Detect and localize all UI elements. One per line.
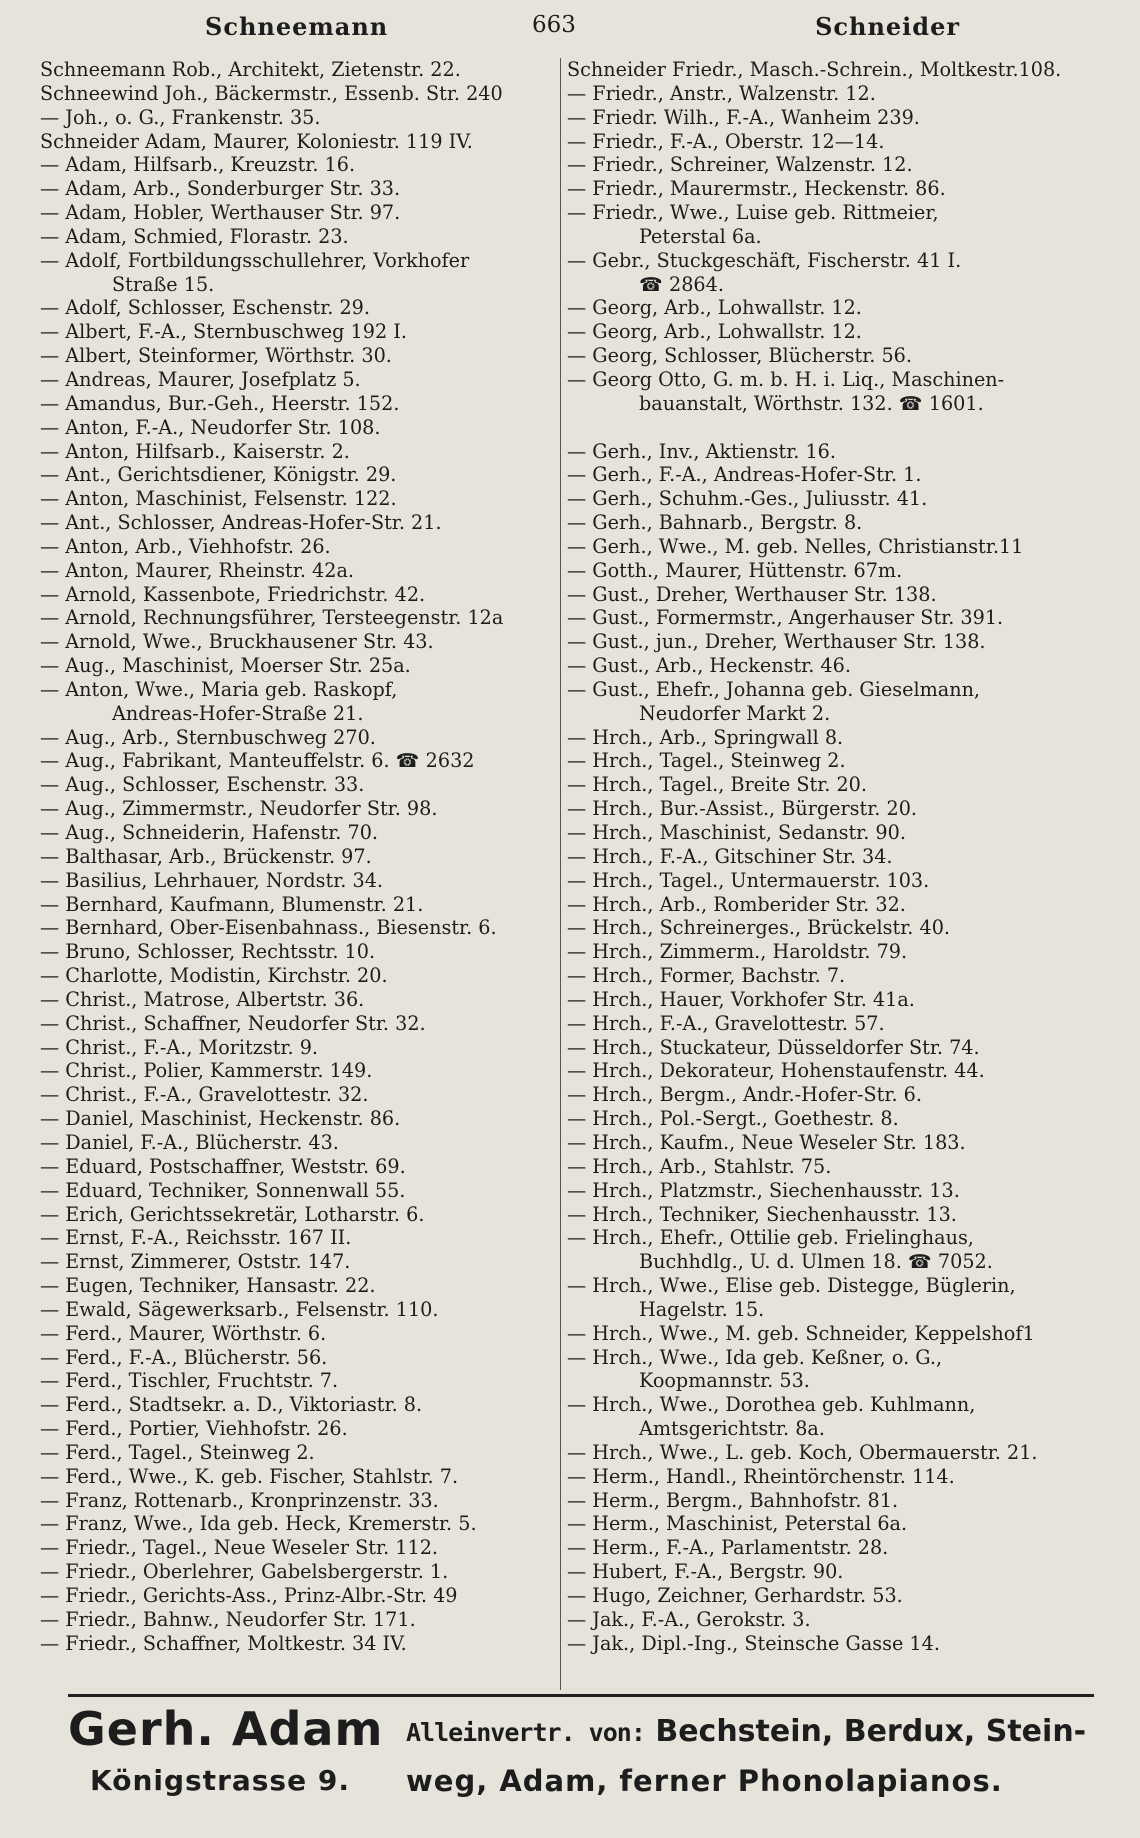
directory-entry: — Adolf, Schlosser, Eschenstr. 29.	[40, 296, 370, 320]
directory-entry: Schneemann Rob., Architekt, Zietenstr. 22.	[40, 58, 461, 81]
directory-entry: — Aug., Fabrikant, Manteuffelstr. 6. ☎ 2632	[40, 749, 475, 773]
directory-entry: — Friedr. Wilh., F.-A., Wanheim 239.	[567, 105, 920, 129]
directory-entry: — Hrch., Kaufm., Neue Weseler Str. 183.	[567, 1130, 966, 1154]
directory-entry: — Hrch., Tagel., Untermauerstr. 103.	[567, 868, 930, 892]
directory-entry: — Gust., jun., Dreher, Werthauser Str. 138.	[567, 630, 986, 654]
directory-entry: — Franz, Wwe., Ida geb. Heck, Kremerstr. 5.	[40, 1512, 477, 1536]
directory-entry: Neudorfer Markt 2.	[639, 701, 831, 725]
directory-entry: — Friedr., Bahnw., Neudorfer Str. 171.	[40, 1607, 416, 1631]
directory-entry: Hagelstr. 15.	[639, 1297, 765, 1321]
directory-entry: — Hrch., Former, Bachstr. 7.	[567, 964, 846, 988]
directory-entry: — Eduard, Techniker, Sonnenwall 55.	[40, 1178, 406, 1202]
directory-entry: — Erich, Gerichtssekretär, Lotharstr. 6.	[40, 1202, 425, 1226]
directory-entry: Schneewind Joh., Bäckermstr., Essenb. Str. 240	[40, 81, 503, 105]
directory-entry: — Hrch., Bur.-Assist., Bürgerstr. 20.	[567, 797, 918, 821]
directory-entry: — Adam, Arb., Sonderburger Str. 33.	[40, 177, 401, 201]
directory-entry: — Adam, Hilfsarb., Kreuzstr. 16.	[40, 153, 356, 177]
directory-entry: — Friedr., Wwe., Luise geb. Rittmeier,	[567, 201, 939, 225]
directory-entry: — Arnold, Wwe., Bruckhausener Str. 43.	[40, 630, 434, 654]
directory-entry: — Hrch., Tagel., Steinweg 2.	[567, 749, 846, 773]
directory-entry: Peterstal 6a.	[639, 224, 762, 248]
directory-entry: — Albert, Steinformer, Wörthstr. 30.	[40, 344, 392, 368]
directory-entry: — Bernhard, Kaufmann, Blumenstr. 21.	[40, 892, 424, 916]
directory-entry: — Christ., Matrose, Albertstr. 36.	[40, 987, 365, 1011]
directory-entry: — Friedr., F.-A., Oberstr. 12—14.	[567, 129, 885, 153]
directory-entry: — Hrch., Arb., Springwall 8.	[567, 725, 844, 749]
directory-entry: Amtsgerichtstr. 8a.	[639, 1417, 825, 1441]
directory-entry: — Hrch., Wwe., Dorothea geb. Kuhlmann,	[567, 1393, 976, 1417]
directory-entry: — Anton, Wwe., Maria geb. Raskopf,	[40, 677, 398, 701]
directory-entry: — Anton, Maschinist, Felsenstr. 122.	[40, 487, 397, 511]
directory-entry: Koopmannstr. 53.	[639, 1369, 810, 1393]
directory-entry: — Gerh., F.-A., Andreas-Hofer-Str. 1.	[567, 463, 922, 487]
running-head-right: Schneider	[815, 12, 960, 41]
directory-entry: — Ant., Gerichtsdiener, Königstr. 29.	[40, 463, 397, 487]
directory-entry: — Herm., Handl., Rheintörchenstr. 114.	[567, 1464, 955, 1488]
directory-entry: — Daniel, Maschinist, Heckenstr. 86.	[40, 1107, 401, 1131]
directory-entry: — Hubert, F.-A., Bergstr. 90.	[567, 1560, 844, 1584]
directory-entry: — Amandus, Bur.-Geh., Heerstr. 152.	[40, 391, 400, 415]
directory-entry: — Hrch., Techniker, Siechenhausstr. 13.	[567, 1202, 957, 1226]
directory-entry: — Herm., F.-A., Parlamentstr. 28.	[567, 1536, 889, 1560]
right-column	[560, 58, 1127, 1690]
directory-entry: — Hrch., F.-A., Gravelottestr. 57.	[567, 1011, 885, 1035]
directory-entry: — Hrch., Maschinist, Sedanstr. 90.	[567, 821, 906, 844]
directory-entry: — Eugen, Techniker, Hansastr. 22.	[40, 1274, 376, 1298]
directory-entry: — Basilius, Lehrhauer, Nordstr. 34.	[40, 868, 384, 892]
directory-entry: — Friedr., Anstr., Walzenstr. 12.	[567, 81, 876, 105]
directory-entry: — Herm., Bergm., Bahnhofstr. 81.	[567, 1488, 899, 1512]
running-head-left: Schneemann	[205, 12, 389, 41]
directory-entry: — Friedr., Tagel., Neue Weseler Str. 112.	[40, 1536, 438, 1560]
directory-entry: bauanstalt, Wörthstr. 132. ☎ 1601.	[639, 391, 984, 415]
directory-entry: — Friedr., Maurermstr., Heckenstr. 86.	[567, 177, 946, 201]
directory-entry: — Bernhard, Ober-Eisenbahnass., Biesenstr. 6.	[40, 916, 497, 940]
ad-line1	[406, 1714, 1086, 1749]
directory-entry: — Hrch., Tagel., Breite Str. 20.	[567, 773, 867, 797]
directory-entry: — Bruno, Schlosser, Rechtsstr. 10.	[40, 940, 376, 964]
directory-entry: — Friedr., Gerichts-Ass., Prinz-Albr.-Str. 49	[40, 1584, 458, 1607]
directory-entry: — Aug., Arb., Sternbuschweg 270.	[40, 725, 376, 749]
directory-entry: — Hrch., Arb., Romberider Str. 32.	[567, 892, 906, 916]
directory-entry: Andreas-Hofer-Straße 21.	[112, 701, 364, 725]
directory-entry: — Hrch., Arb., Stahlstr. 75.	[567, 1154, 832, 1178]
directory-entry: — Ant., Schlosser, Andreas-Hofer-Str. 21.	[40, 511, 442, 535]
directory-entry: — Georg, Arb., Lohwallstr. 12.	[567, 296, 862, 320]
directory-entry: — Hrch., Bergm., Andr.-Hofer-Str. 6.	[567, 1083, 922, 1107]
directory-entry: — Gerh., Inv., Aktienstr. 16.	[567, 439, 836, 463]
directory-entry: — Hrch., Wwe., L. geb. Koch, Obermauerstr. 21.	[567, 1440, 1038, 1464]
directory-entry: — Ferd., Wwe., K. geb. Fischer, Stahlstr. 7.	[40, 1464, 459, 1488]
directory-entry: — Hrch., Ehefr., Ottilie geb. Frielinghaus,	[567, 1226, 974, 1250]
directory-entry: — Gerh., Wwe., M. geb. Nelles, Christianstr.11	[567, 534, 1024, 558]
directory-entry	[567, 416, 1127, 440]
directory-entry: — Gust., Arb., Heckenstr. 46.	[567, 654, 851, 678]
directory-entry: — Gust., Formermstr., Angerhauser Str. 391.	[567, 606, 1004, 630]
directory-entry: — Georg, Schlosser, Blücherstr. 56.	[567, 344, 912, 368]
directory-entry: — Gebr., Stuckgeschäft, Fischerstr. 41 I.	[567, 248, 962, 272]
directory-entry: — Gerh., Bahnarb., Bergstr. 8.	[567, 511, 863, 535]
directory-entry: — Georg, Arb., Lohwallstr. 12.	[567, 320, 862, 344]
directory-entry: — Arnold, Rechnungsführer, Tersteegenstr. 12a	[40, 606, 504, 630]
directory-entry: — Balthasar, Arb., Brückenstr. 97.	[40, 844, 372, 868]
directory-entry: — Friedr., Schaffner, Moltkestr. 34 IV.	[40, 1631, 407, 1655]
directory-entry: — Herm., Maschinist, Peterstal 6a.	[567, 1512, 908, 1536]
directory-entry: — Eduard, Postschaffner, Weststr. 69.	[40, 1154, 406, 1178]
directory-entry: — Christ., Schaffner, Neudorfer Str. 32.	[40, 1011, 426, 1035]
directory-entry: — Aug., Maschinist, Moerser Str. 25a.	[40, 654, 411, 678]
directory-entry: — Aug., Schlosser, Eschenstr. 33.	[40, 773, 365, 797]
directory-entry: — Anton, Arb., Viehhofstr. 26.	[40, 534, 331, 558]
ad-line1-prefix: Alleinvertr. von:	[406, 1718, 645, 1747]
page-number: 663	[532, 12, 576, 38]
directory-entry: — Georg Otto, G. m. b. H. i. Liq., Maschinen-	[567, 367, 1005, 391]
directory-entry: Schneider Friedr., Masch.-Schrein., Moltkestr.108.	[567, 58, 1062, 81]
directory-entry: — Hrch., Platzmstr., Siechenhausstr. 13.	[567, 1178, 960, 1202]
directory-entry: — Ferd., Portier, Viehhofstr. 26.	[40, 1417, 348, 1441]
directory-entry: — Charlotte, Modistin, Kirchstr. 20.	[40, 964, 388, 988]
directory-entry: — Gotth., Maurer, Hüttenstr. 67m.	[567, 558, 903, 582]
directory-entry: — Anton, Hilfsarb., Kaiserstr. 2.	[40, 439, 350, 463]
directory-entry: — Adam, Hobler, Werthauser Str. 97.	[40, 201, 401, 225]
directory-entry: — Ferd., F.-A., Blücherstr. 56.	[40, 1345, 328, 1369]
directory-entry: — Christ., F.-A., Moritzstr. 9.	[40, 1035, 318, 1059]
directory-entry: — Adam, Schmied, Florastr. 23.	[40, 224, 349, 248]
directory-entry: — Gerh., Schuhm.-Ges., Juliusstr. 41.	[567, 487, 928, 511]
directory-entry: — Andreas, Maurer, Josefplatz 5.	[40, 367, 361, 391]
left-column	[40, 58, 550, 1656]
directory-entry: — Arnold, Kassenbote, Friedrichstr. 42.	[40, 582, 426, 606]
directory-entry: — Adolf, Fortbildungsschullehrer, Vorkhofer	[40, 248, 470, 272]
directory-entry: — Jak., F.-A., Gerokstr. 3.	[567, 1607, 811, 1631]
directory-entry: — Friedr., Oberlehrer, Gabelsbergerstr. 1.	[40, 1560, 449, 1584]
directory-entry: ☎ 2864.	[639, 272, 724, 296]
directory-entry: — Hrch., Schreinerges., Brückelstr. 40.	[567, 916, 950, 940]
directory-entry: — Hrch., Pol.-Sergt., Goethestr. 8.	[567, 1107, 899, 1131]
ad-divider	[68, 1694, 1094, 1697]
directory-entry: — Aug., Schneiderin, Hafenstr. 70.	[40, 821, 379, 844]
directory-entry: — Hrch., Wwe., M. geb. Schneider, Keppelshof1	[567, 1321, 1035, 1345]
directory-entry: — Joh., o. G., Frankenstr. 35.	[40, 105, 321, 129]
directory-entry: — Ferd., Stadtsekr. a. D., Viktoriastr. 8.	[40, 1393, 423, 1417]
directory-entry: — Gust., Ehefr., Johanna geb. Gieselmann,	[567, 677, 981, 701]
advertisement	[68, 1700, 1098, 1820]
directory-entry: — Hrch., Dekorateur, Hohenstaufenstr. 44.	[567, 1059, 985, 1083]
directory-entry: — Hrch., F.-A., Gitschiner Str. 34.	[567, 844, 893, 868]
ad-street: Königstrasse 9.	[90, 1764, 350, 1797]
ad-line1-brands: Bechstein, Berdux, Stein-	[655, 1714, 1087, 1749]
directory-entry: Buchhdlg., U. d. Ulmen 18. ☎ 7052.	[639, 1250, 993, 1274]
directory-entry: — Gust., Dreher, Werthauser Str. 138.	[567, 582, 937, 606]
directory-entry: — Ewald, Sägewerksarb., Felsenstr. 110.	[40, 1297, 439, 1321]
directory-entry: — Christ., Polier, Kammerstr. 149.	[40, 1059, 373, 1083]
directory-entry: — Anton, F.-A., Neudorfer Str. 108.	[40, 415, 381, 439]
directory-entry: — Jak., Dipl.-Ing., Steinsche Gasse 14.	[567, 1631, 940, 1655]
directory-entry: — Ernst, Zimmerer, Oststr. 147.	[40, 1250, 351, 1274]
directory-entry: Straße 15.	[112, 272, 215, 296]
directory-entry: — Albert, F.-A., Sternbuschweg 192 I.	[40, 320, 407, 344]
directory-entry: — Ernst, F.-A., Reichsstr. 167 II.	[40, 1226, 352, 1250]
directory-entry: — Hrch., Stuckateur, Düsseldorfer Str. 74.	[567, 1035, 980, 1059]
directory-entry: — Ferd., Maurer, Wörthstr. 6.	[40, 1321, 327, 1345]
directory-entry: — Hrch., Wwe., Elise geb. Distegge, Büglerin,	[567, 1274, 1016, 1298]
directory-entry: — Aug., Zimmermstr., Neudorfer Str. 98.	[40, 797, 438, 821]
directory-entry: — Ferd., Tischler, Fruchtstr. 7.	[40, 1369, 339, 1393]
directory-entry: — Christ., F.-A., Gravelottestr. 32.	[40, 1083, 369, 1107]
directory-entry: Schneider Adam, Maurer, Koloniestr. 119 IV.	[40, 129, 473, 153]
directory-entry: — Daniel, F.-A., Blücherstr. 43.	[40, 1130, 339, 1154]
directory-entry: — Franz, Rottenarb., Kronprinzenstr. 33.	[40, 1488, 439, 1512]
page-header	[70, 12, 1100, 52]
directory-entry: — Hrch., Zimmerm., Haroldstr. 79.	[567, 940, 908, 964]
directory-entry: — Anton, Maurer, Rheinstr. 42a.	[40, 558, 354, 582]
directory-entry: — Friedr., Schreiner, Walzenstr. 12.	[567, 153, 913, 177]
directory-entry: — Ferd., Tagel., Steinweg 2.	[40, 1440, 315, 1464]
directory-entry: — Hugo, Zeichner, Gerhardstr. 53.	[567, 1584, 903, 1607]
directory-entry: — Hrch., Wwe., Ida geb. Keßner, o. G.,	[567, 1345, 943, 1369]
ad-name: Gerh. Adam	[68, 1702, 384, 1756]
ad-line2: weg, Adam, ferner Phonolapianos.	[406, 1764, 1003, 1798]
directory-entry: — Hrch., Hauer, Vorkhofer Str. 41a.	[567, 987, 915, 1011]
